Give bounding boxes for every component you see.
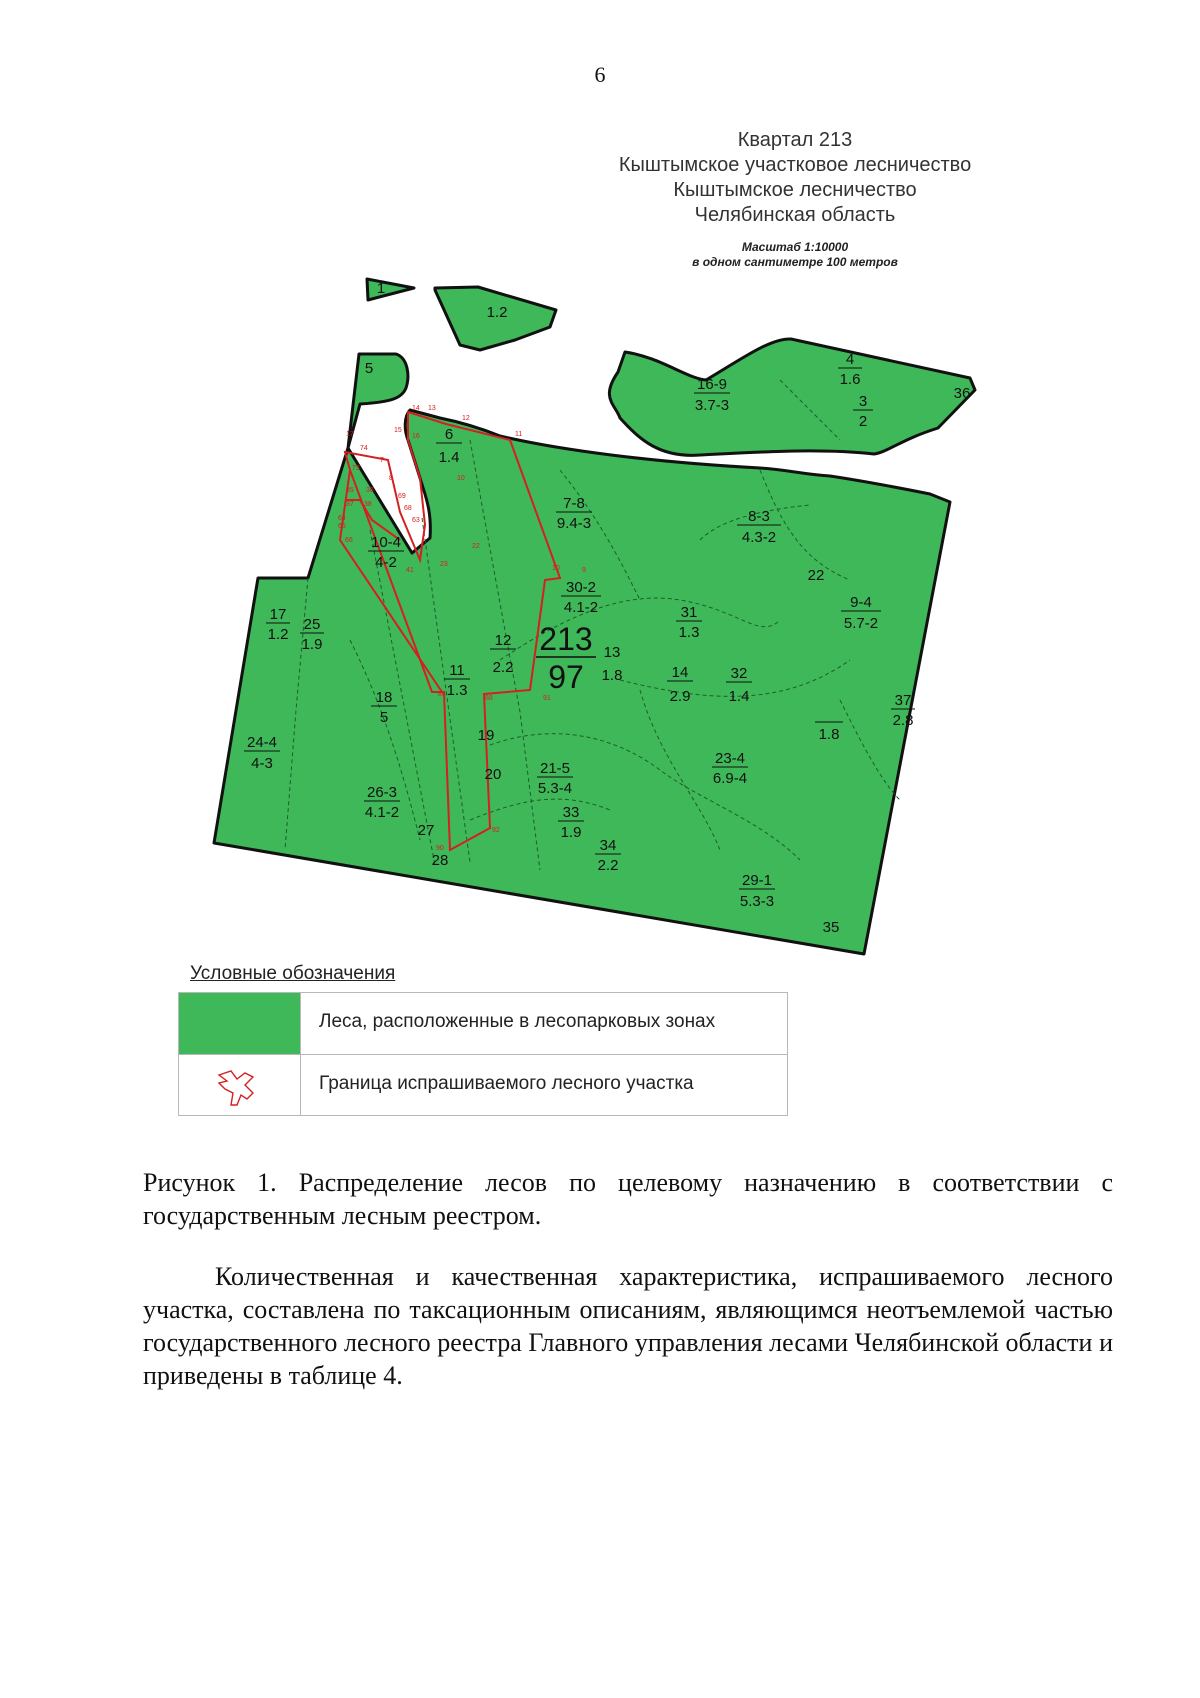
plot-area: 4.1-2	[364, 804, 400, 821]
legend-row-boundary	[179, 1055, 787, 1116]
plot-number: 27	[417, 822, 435, 839]
plot-number: 4	[845, 351, 855, 368]
plot-area: 2.8	[892, 712, 914, 729]
plot-area: 1.2	[267, 626, 289, 643]
plot-area: 1.6	[839, 371, 861, 388]
plot-number: 6	[444, 426, 454, 443]
point-label: 65	[338, 523, 346, 530]
plot-number: 11	[449, 662, 465, 679]
plot-area: 5.3-4	[537, 780, 573, 797]
point-label: 14	[412, 405, 420, 412]
legend-forest-label: Леса, расположенные в лесопарковых зонах	[319, 1011, 716, 1032]
plot-number: 7-8	[563, 495, 585, 512]
plot-area: 1.3	[446, 682, 468, 699]
point-label: 22	[472, 543, 480, 550]
point-label: 9	[582, 567, 586, 574]
plot-number: 24-4	[246, 734, 278, 751]
plot-number: 17	[269, 606, 287, 623]
plot-area: 4-3	[251, 755, 273, 772]
plot-number: 21-5	[539, 760, 571, 777]
map-title-quarter: Квартал 213	[737, 129, 853, 151]
point-label: 68	[404, 505, 412, 512]
plot-area: 5	[379, 709, 389, 726]
plot-area: 2	[858, 413, 868, 430]
point-label: 15	[394, 427, 402, 434]
point-label: 64	[338, 515, 346, 522]
plot-number: 10-4	[370, 534, 402, 551]
quarter-number: 213	[539, 621, 593, 657]
plot-area: 1.9	[560, 824, 582, 841]
plot-number: 22	[807, 567, 825, 584]
plot-number: 32	[730, 665, 748, 682]
point-label: 74	[360, 445, 368, 452]
page-number: 6	[594, 62, 606, 87]
point-label: 86	[438, 691, 446, 698]
point-label: 36	[366, 487, 374, 494]
point-label: 73	[352, 465, 360, 472]
point-label: 17	[346, 431, 354, 438]
point-label: 16	[412, 433, 420, 440]
plot-area: 6.9-4	[712, 770, 748, 787]
point-label: 35	[346, 487, 354, 494]
point-label: 12	[462, 415, 470, 422]
plot-number: 16-9	[696, 376, 728, 393]
plot-area: 3.7-3	[694, 397, 730, 414]
point-label: 92	[492, 827, 500, 834]
plot-area: 5.7-2	[843, 615, 879, 632]
point-label: 88	[485, 695, 493, 702]
plot-16-9-polygon	[609, 339, 975, 455]
figure-caption: Рисунок 1. Распределение лесов по целевому назначению в соответствии с государственным лесным реестром.	[143, 1168, 1113, 1230]
point-label: 37	[346, 501, 354, 508]
plot-number: 23-4	[714, 750, 746, 767]
plot-number: 25	[303, 616, 321, 633]
plot-number: 33	[562, 804, 580, 821]
plot-number: 37	[894, 692, 912, 709]
plot-number: 28	[431, 852, 449, 869]
plot-number: 8-3	[748, 508, 770, 525]
plot-number: 12	[494, 632, 512, 649]
point-label: 90	[436, 845, 444, 852]
point-label: 7	[380, 457, 384, 464]
point-label: 66	[345, 537, 353, 544]
map-scale-ratio: Масштаб 1:10000	[741, 240, 849, 254]
plot-number: 20	[484, 766, 502, 783]
legend-title: Условные обозначения	[190, 963, 396, 984]
body-paragraph: Количественная и качественная характеристика, испрашиваемого лесного участка, составлена по таксационным описаниям, являющимся неотъемлемой частью государственного лесного реестра Главного управления лесами Челябинской области и приведены в таблице 4.	[143, 1262, 1113, 1390]
point-label: 10	[457, 475, 465, 482]
point-label: 41	[406, 567, 414, 574]
point-label: 10	[552, 565, 560, 572]
plot-number: 1.2	[486, 304, 508, 321]
plot-number: 35	[822, 919, 840, 936]
plot-number: 29-1	[741, 872, 773, 889]
legend-forest-swatch	[179, 993, 301, 1054]
plot-1-polygon	[367, 279, 414, 300]
legend-table	[178, 992, 788, 1116]
plot-number: 13	[603, 644, 621, 661]
plot-number: 9-4	[850, 594, 872, 611]
map-title-district: Кыштымское участковое лесничество	[618, 154, 972, 176]
plot-area: 1.4	[438, 449, 460, 466]
plot-number: 30-2	[565, 579, 597, 596]
plot-area: 1.9	[301, 636, 323, 653]
plot-number: 31	[680, 604, 698, 621]
map-title-forestry: Кыштымское лесничество	[673, 179, 917, 201]
point-label: 8	[389, 475, 393, 482]
legend-row-forest	[179, 993, 787, 1055]
plot-area: 1.4	[728, 688, 750, 705]
map-title-region: Челябинская область	[694, 204, 896, 226]
plot-area: 4.3-2	[741, 529, 777, 546]
point-label: 69	[398, 493, 406, 500]
plot-area: 1.8	[601, 667, 623, 684]
plot-number: 1	[376, 280, 386, 297]
plot-number: 34	[599, 837, 617, 854]
point-label: 11	[515, 431, 523, 438]
plot-number: 3	[858, 393, 868, 410]
quarter-area: 97	[548, 659, 584, 695]
plot-number: 14	[671, 664, 689, 681]
point-label: 63	[412, 517, 420, 524]
point-label: 13	[428, 405, 436, 412]
plot-number: 26-3	[366, 784, 398, 801]
boundary-shape-icon	[179, 1055, 301, 1116]
point-label: 91	[543, 695, 551, 702]
plot-area: 9.4-3	[556, 515, 592, 532]
plot-number: 19	[477, 727, 495, 744]
plot-area: 2.2	[492, 659, 514, 676]
point-label: 23	[440, 561, 448, 568]
plot-number: 5	[364, 360, 374, 377]
plot-area: 1.3	[678, 624, 700, 641]
map-scale-note: в одном сантиметре 100 метров	[692, 255, 898, 269]
point-label: 38	[364, 501, 372, 508]
plot-area: 2.9	[669, 688, 691, 705]
legend-boundary-label: Граница испрашиваемого лесного участка	[319, 1073, 694, 1094]
plot-number: 36	[953, 385, 971, 402]
plot-number: 1.8	[818, 726, 840, 743]
legend-boundary-swatch	[179, 1055, 301, 1116]
plot-area: 4-2	[375, 554, 397, 571]
plot-number: 18	[375, 689, 393, 706]
plot-area: 2.2	[597, 857, 619, 874]
plot-area: 4.1-2	[563, 599, 599, 616]
plot-area: 5.3-3	[739, 893, 775, 910]
